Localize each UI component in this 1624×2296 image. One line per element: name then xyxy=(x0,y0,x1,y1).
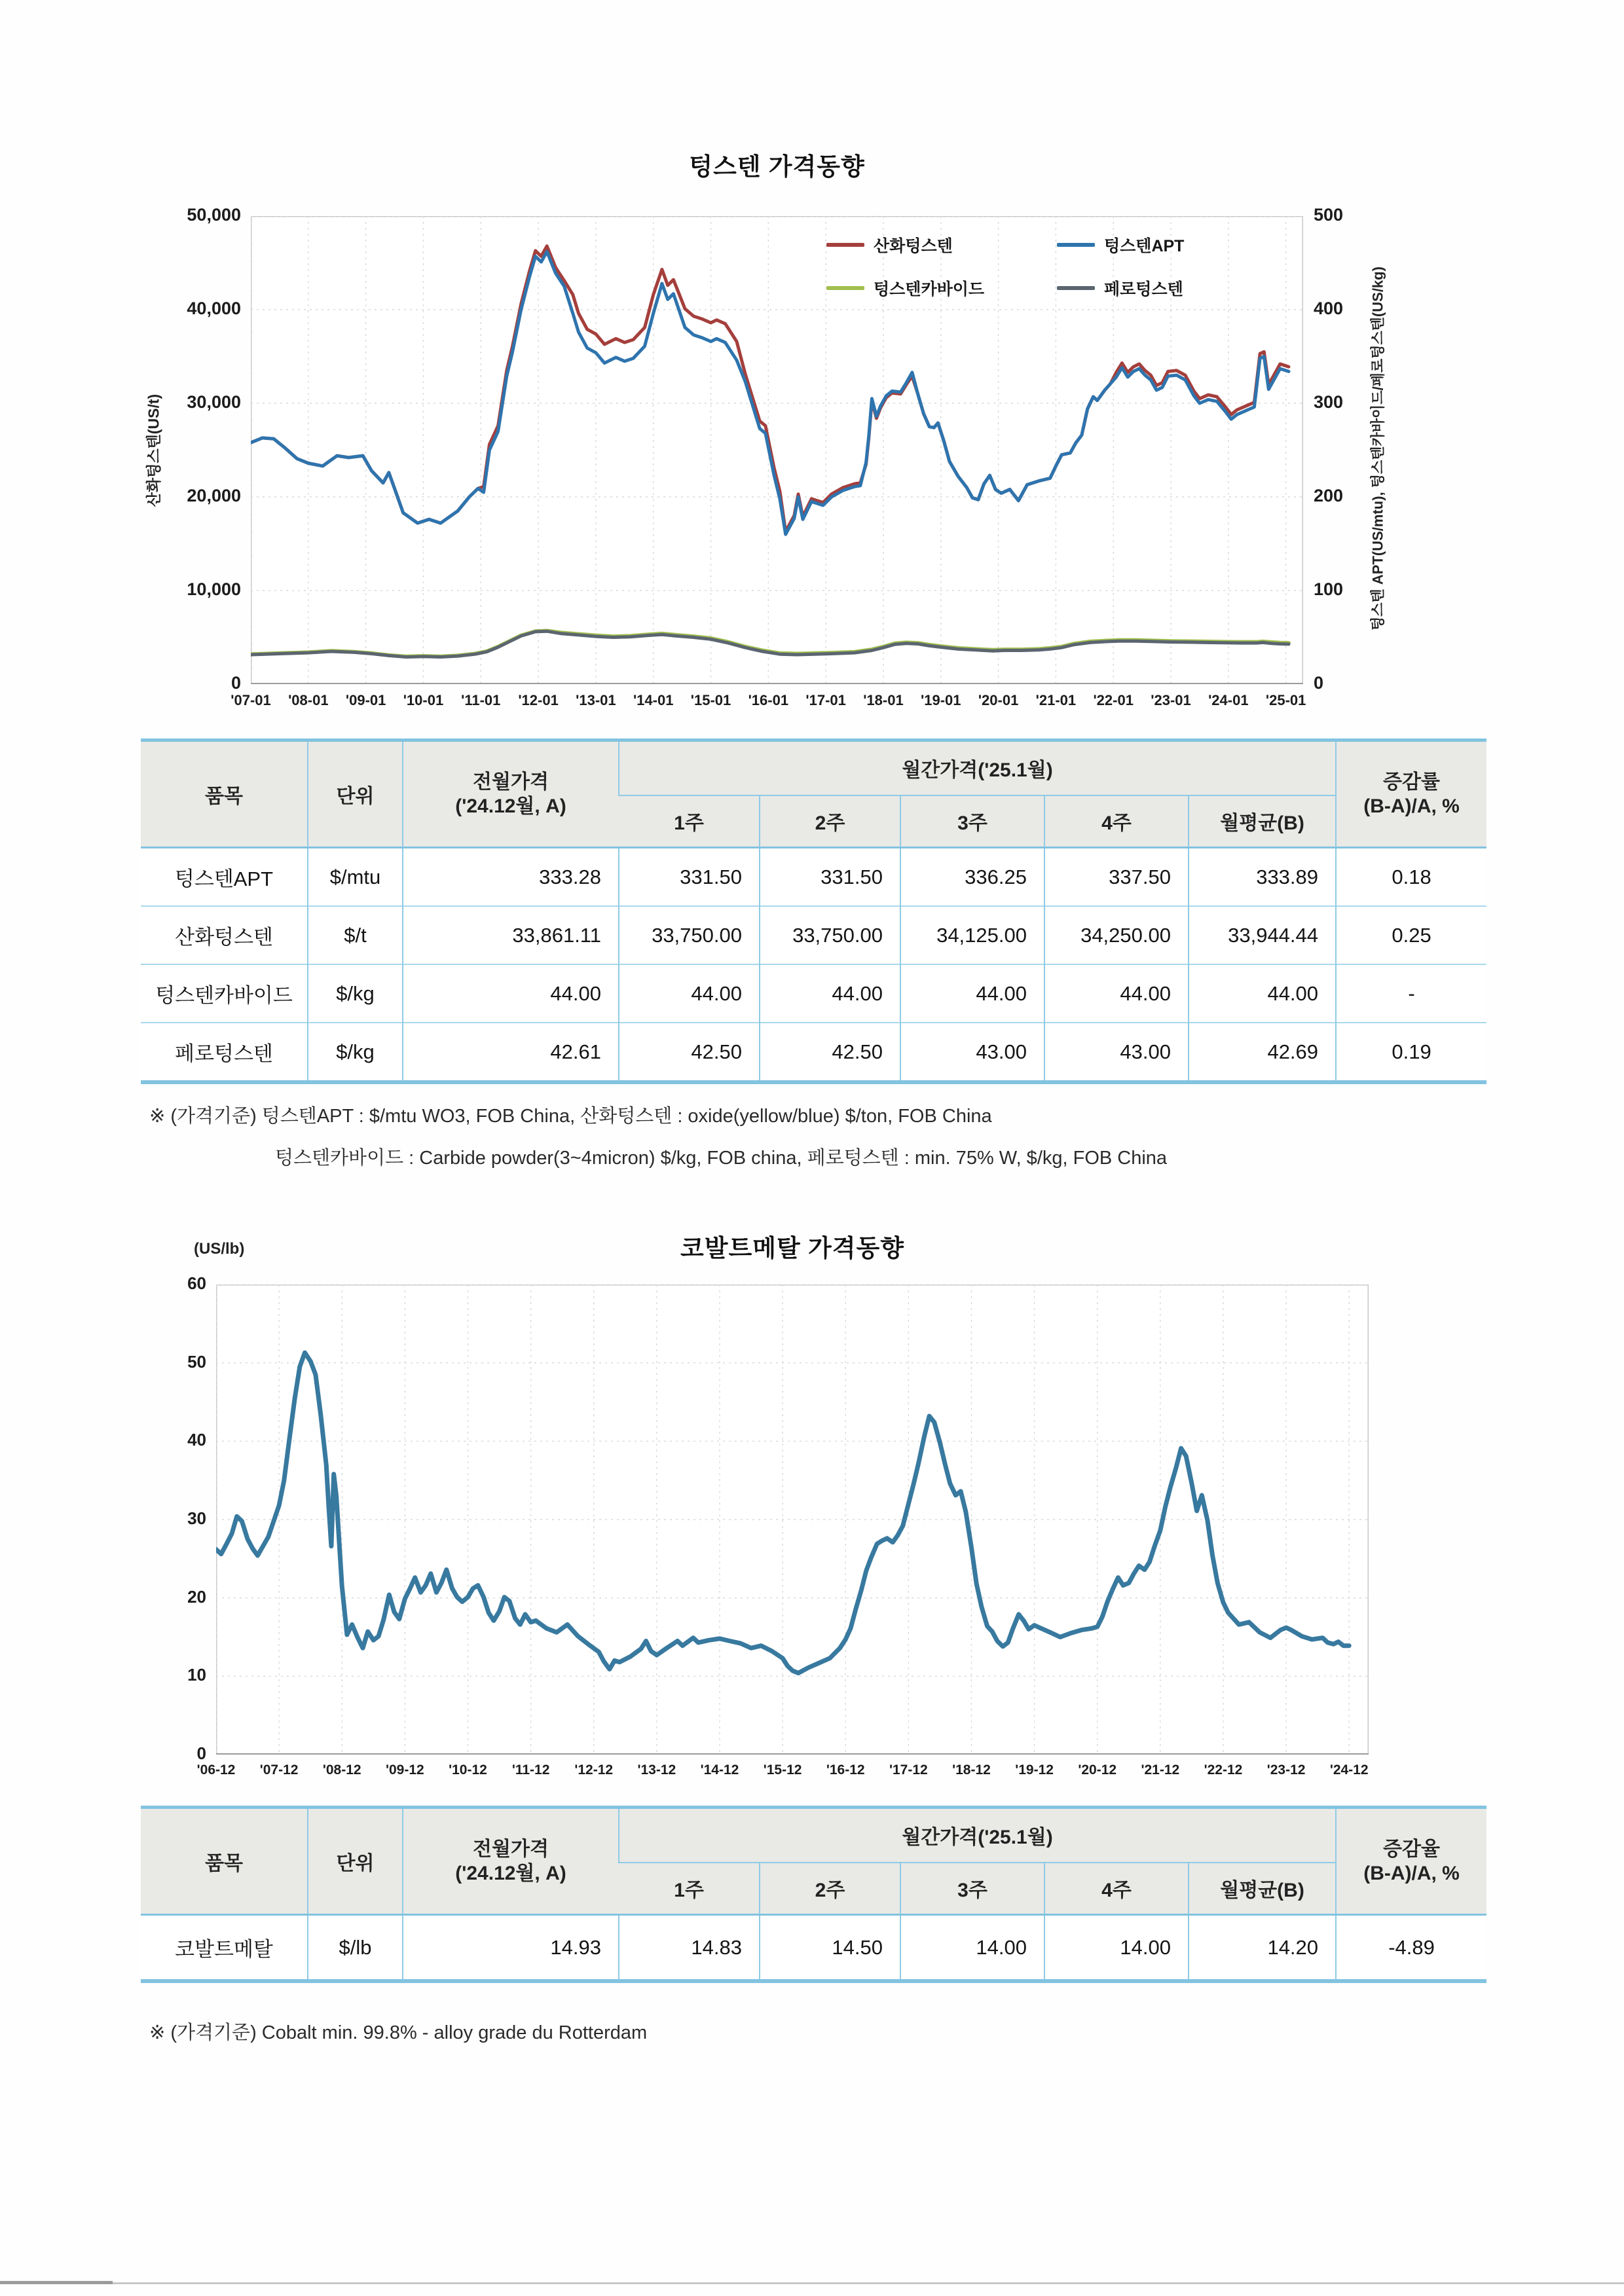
x-axis-tick: '12-12 xyxy=(574,1762,614,1777)
col-header-item: 품목 xyxy=(141,1808,308,1915)
x-axis-tick: '16-01 xyxy=(748,692,789,708)
legend-item xyxy=(1057,276,1253,300)
x-axis-tick: '09-12 xyxy=(386,1762,424,1777)
x-axis-tick: '21-01 xyxy=(1035,692,1077,708)
x-axis-tick: '19-01 xyxy=(921,692,961,708)
x-axis-tick: '17-01 xyxy=(805,692,846,708)
prev-price-line2: ('24.12월, A) xyxy=(455,795,566,817)
value-cell: 44.00 xyxy=(619,964,760,1023)
col-header-prev-price xyxy=(403,1808,619,1915)
table-row xyxy=(141,964,1486,1023)
x-axis-tick: '06-12 xyxy=(196,1762,236,1777)
x-axis-tick: '19-12 xyxy=(1015,1762,1054,1777)
y-axis-tick-right: 300 xyxy=(1314,392,1344,412)
cobalt-price-chart xyxy=(216,1285,1369,1755)
y-axis-tick-left: 0 xyxy=(231,673,241,693)
value-cell: 333.28 xyxy=(403,848,619,907)
y-axis-tick-right: 400 xyxy=(1314,299,1344,318)
x-axis-tick: '10-01 xyxy=(403,692,444,708)
x-axis-tick: '23-01 xyxy=(1151,692,1191,708)
value-cell: 33,944.44 xyxy=(1189,906,1336,964)
value-cell: 14.83 xyxy=(619,1915,760,1982)
y-axis-tick-right: 200 xyxy=(1314,486,1344,505)
legend-item xyxy=(1057,233,1253,257)
x-axis-tick: '12-01 xyxy=(518,692,559,708)
value-cell: 331.50 xyxy=(760,848,900,907)
y-axis-tick-right: 500 xyxy=(1314,205,1344,225)
col-header-week3: 3주 xyxy=(900,795,1044,848)
tungsten-chart-title: 텅스텐 가격동향 xyxy=(689,153,865,180)
value-cell: $/mtu xyxy=(308,848,403,907)
col-header-week2: 2주 xyxy=(760,1863,900,1915)
y-axis-tick-left: 20 xyxy=(187,1586,206,1607)
y-axis-tick-left: 20,000 xyxy=(187,486,241,505)
table-row xyxy=(141,848,1486,907)
col-header-item: 품목 xyxy=(141,740,308,848)
legend-label: 페로텅스텐 xyxy=(1104,280,1183,299)
value-cell: 33,861.11 xyxy=(403,906,619,964)
col-header-week1: 1주 xyxy=(619,795,760,848)
x-axis-tick: '20-12 xyxy=(1078,1762,1117,1777)
tungsten-footnote-line2: 텅스텐카바이드 : Carbide powder(3~4micron) $/kg, FOB china, 페로텅스텐 : min. 75% W, $/kg, FOB China xyxy=(275,1148,1168,1169)
x-axis-tick: '11-12 xyxy=(511,1762,550,1777)
scan-artifact-line xyxy=(111,2282,1624,2284)
tungsten-footnote-line1: ※ (가격기준) 텅스텐APT : $/mtu WO3, FOB China, 산화텅스텐 : oxide(yellow/blue) $/ton, FOB China xyxy=(149,1106,992,1127)
col-header-week3: 3주 xyxy=(900,1863,1044,1915)
col-header-week2: 2주 xyxy=(760,795,900,848)
x-axis-tick: '25-01 xyxy=(1265,692,1306,708)
x-axis-tick: '14-12 xyxy=(700,1762,739,1777)
value-cell: 34,250.00 xyxy=(1044,906,1189,964)
item-name-cell: 산화텅스텐 xyxy=(141,906,308,964)
tungsten-left-axis-label: 산화텅스텐(US/t) xyxy=(145,393,162,507)
cobalt-axis-unit-label: (US/lb) xyxy=(194,1240,245,1258)
y-axis-tick-left: 50 xyxy=(187,1351,206,1372)
col-header-week4: 4주 xyxy=(1044,795,1189,848)
x-axis-tick: '08-12 xyxy=(322,1762,361,1777)
change-rate-line1: 증감률 xyxy=(1383,771,1440,793)
table-header-row xyxy=(141,740,1486,795)
value-cell: 331.50 xyxy=(619,848,760,907)
col-header-change-rate xyxy=(1336,1808,1486,1915)
value-cell: 14.50 xyxy=(760,1915,900,1982)
legend-item xyxy=(826,233,1057,257)
cobalt-footnote: ※ (가격기준) Cobalt min. 99.8% - alloy grade du Rotterdam xyxy=(149,2022,648,2043)
y-axis-tick-left: 40,000 xyxy=(187,299,241,318)
legend-label: 산화텅스텐 xyxy=(874,237,953,255)
x-axis-tick: '17-12 xyxy=(889,1762,928,1777)
table-row xyxy=(141,1915,1486,1982)
x-axis-tick: '24-01 xyxy=(1208,692,1249,708)
item-name-cell: 텅스텐APT xyxy=(141,848,308,907)
x-axis-tick: '07-01 xyxy=(231,692,271,708)
prev-price-line1: 전월가격 xyxy=(473,771,549,793)
value-cell: 42.50 xyxy=(760,1023,900,1082)
value-cell: 14.00 xyxy=(900,1915,1044,1982)
value-cell: 14.00 xyxy=(1044,1915,1189,1982)
value-cell: 0.19 xyxy=(1336,1023,1486,1082)
value-cell: 34,125.00 xyxy=(900,906,1044,964)
col-header-month-avg: 월평균(B) xyxy=(1189,795,1336,848)
scan-artifact-line-dark xyxy=(0,2281,113,2284)
value-cell: 44.00 xyxy=(403,964,619,1023)
legend-item xyxy=(826,276,1057,300)
value-cell: 14.20 xyxy=(1189,1915,1336,1982)
value-cell: - xyxy=(1336,964,1486,1023)
value-cell: 42.61 xyxy=(403,1023,619,1082)
x-axis-tick: '07-12 xyxy=(259,1762,299,1777)
legend-line-swatch-icon xyxy=(1057,243,1095,247)
x-axis-tick: '08-01 xyxy=(288,692,329,708)
x-axis-tick: '21-12 xyxy=(1141,1762,1180,1777)
value-cell: 42.50 xyxy=(619,1023,760,1082)
value-cell: $/kg xyxy=(308,1023,403,1082)
value-cell: 33,750.00 xyxy=(760,906,900,964)
value-cell: 14.93 xyxy=(403,1915,619,1982)
value-cell: $/kg xyxy=(308,964,403,1023)
prev-price-line1: 전월가격 xyxy=(473,1838,549,1860)
x-axis-tick: '13-01 xyxy=(576,692,616,708)
col-header-change-rate xyxy=(1336,740,1486,848)
x-axis-tick: '20-01 xyxy=(978,692,1019,708)
col-header-month-avg: 월평균(B) xyxy=(1189,1863,1336,1915)
x-axis-tick: '18-12 xyxy=(952,1762,991,1777)
x-axis-tick: '22-01 xyxy=(1093,692,1134,708)
y-axis-tick-left: 40 xyxy=(187,1430,206,1450)
value-cell: 337.50 xyxy=(1044,848,1189,907)
col-header-unit: 단위 xyxy=(308,740,403,848)
legend-line-swatch-icon xyxy=(826,243,864,247)
item-name-cell: 페로텅스텐 xyxy=(141,1023,308,1082)
change-rate-line2: (B-A)/A, % xyxy=(1363,1863,1460,1884)
value-cell: 336.25 xyxy=(900,848,1044,907)
x-axis-tick: '11-01 xyxy=(461,692,501,708)
y-axis-tick-left: 60 xyxy=(187,1273,206,1293)
x-axis-tick: '15-01 xyxy=(690,692,731,708)
x-axis-tick: '24-12 xyxy=(1329,1762,1369,1777)
x-axis-tick: '22-12 xyxy=(1204,1762,1243,1777)
x-axis-tick: '23-12 xyxy=(1266,1762,1306,1777)
x-axis-tick: '09-01 xyxy=(345,692,386,708)
change-rate-line1: 증감율 xyxy=(1383,1838,1440,1860)
table-row xyxy=(141,906,1486,964)
x-axis-tick: '14-01 xyxy=(633,692,674,708)
item-name-cell: 텅스텐카바이드 xyxy=(141,964,308,1023)
legend-label: 텅스텐APT xyxy=(1104,237,1185,255)
cobalt-price-table xyxy=(141,1806,1486,1983)
value-cell: 42.69 xyxy=(1189,1023,1336,1082)
value-cell: 33,750.00 xyxy=(619,906,760,964)
col-header-week4: 4주 xyxy=(1044,1863,1189,1915)
y-axis-tick-left: 10 xyxy=(187,1665,206,1685)
col-header-week1: 1주 xyxy=(619,1863,760,1915)
legend-line-swatch-icon xyxy=(1057,286,1095,290)
tungsten-right-axis-label: 텅스텐 APT(US/mtu), 텅스텐카바이드/페로텅스텐(US/kg) xyxy=(1369,266,1386,630)
item-name-cell: 코발트메탈 xyxy=(141,1915,308,1982)
x-axis-tick: '13-12 xyxy=(637,1762,676,1777)
tungsten-chart-legend xyxy=(826,233,1253,300)
col-header-prev-price xyxy=(403,740,619,848)
col-header-monthly-group: 월간가격('25.1월) xyxy=(619,1808,1336,1863)
y-axis-tick-right: 0 xyxy=(1314,673,1324,693)
value-cell: 44.00 xyxy=(1189,964,1336,1023)
table-header-row xyxy=(141,1808,1486,1863)
x-axis-tick: '18-01 xyxy=(863,692,904,708)
x-axis-tick: '10-12 xyxy=(449,1762,487,1777)
value-cell: 333.89 xyxy=(1189,848,1336,907)
value-cell: $/lb xyxy=(308,1915,403,1982)
value-cell: 0.25 xyxy=(1336,906,1486,964)
y-axis-tick-left: 30,000 xyxy=(187,392,241,412)
legend-line-swatch-icon xyxy=(826,286,864,290)
value-cell: 43.00 xyxy=(900,1023,1044,1082)
y-axis-tick-left: 10,000 xyxy=(187,579,241,599)
x-axis-tick: '15-12 xyxy=(763,1762,802,1777)
table-row xyxy=(141,1023,1486,1082)
y-axis-tick-left: 50,000 xyxy=(187,205,241,225)
value-cell: 44.00 xyxy=(1044,964,1189,1023)
y-axis-tick-right: 100 xyxy=(1314,579,1344,599)
value-cell: -4.89 xyxy=(1336,1915,1486,1982)
legend-label: 텅스텐카바이드 xyxy=(874,280,985,299)
col-header-monthly-group: 월간가격('25.1월) xyxy=(619,740,1336,795)
value-cell: 43.00 xyxy=(1044,1023,1189,1082)
prev-price-line2: ('24.12월, A) xyxy=(455,1863,566,1884)
change-rate-line2: (B-A)/A, % xyxy=(1363,795,1460,817)
cobalt-chart-title: 코발트메탈 가격동향 xyxy=(680,1235,904,1262)
value-cell: 44.00 xyxy=(900,964,1044,1023)
col-header-unit: 단위 xyxy=(308,1808,403,1915)
tungsten-price-table xyxy=(141,738,1486,1084)
value-cell: 44.00 xyxy=(760,964,900,1023)
y-axis-tick-left: 0 xyxy=(196,1743,206,1763)
y-axis-tick-left: 30 xyxy=(187,1508,206,1528)
x-axis-tick: '16-12 xyxy=(826,1762,865,1777)
value-cell: 0.18 xyxy=(1336,848,1486,907)
value-cell: $/t xyxy=(308,906,403,964)
